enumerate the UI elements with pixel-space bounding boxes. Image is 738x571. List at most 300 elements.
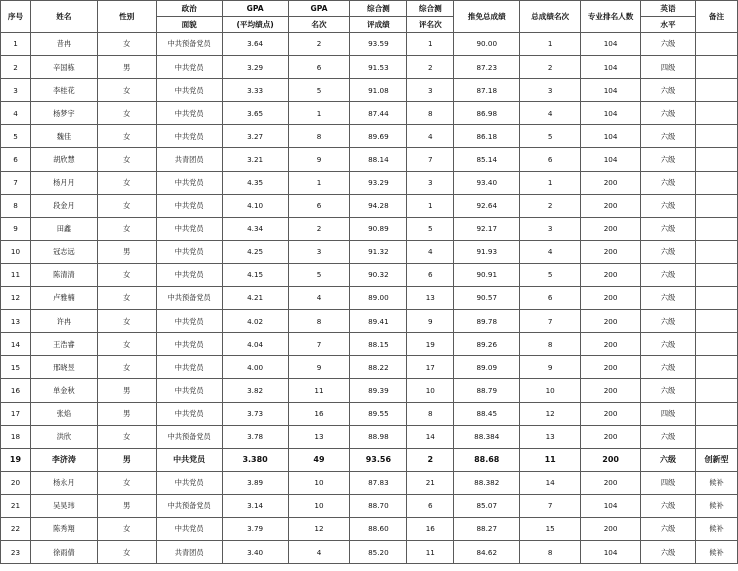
cell-political[interactable]: 中共党员 (156, 56, 222, 79)
cell-gpa-rank[interactable]: 7 (288, 333, 350, 356)
cell-name[interactable]: 昔冉 (30, 33, 97, 56)
cell-name[interactable]: 单金秋 (30, 379, 97, 402)
cell-total[interactable]: 85.07 (454, 494, 520, 517)
cell-total[interactable]: 92.64 (454, 194, 520, 217)
cell-remark[interactable] (695, 425, 737, 448)
cell-gpa[interactable]: 3.89 (222, 471, 288, 494)
cell-comp[interactable]: 89.55 (350, 402, 407, 425)
cell-name[interactable]: 王浩睿 (30, 333, 97, 356)
cell-comp-rank[interactable]: 8 (407, 102, 454, 125)
cell-total[interactable]: 84.62 (454, 541, 520, 564)
cell-comp[interactable]: 88.15 (350, 333, 407, 356)
header-gpa-top[interactable]: GPA (222, 1, 288, 17)
cell-english[interactable]: 六级 (641, 494, 696, 517)
cell-gpa[interactable]: 3.82 (222, 379, 288, 402)
cell-remark[interactable] (695, 102, 737, 125)
cell-total[interactable]: 86.18 (454, 125, 520, 148)
header-index[interactable]: 序号 (1, 1, 31, 33)
cell-gpa[interactable]: 4.25 (222, 240, 288, 263)
cell-gpa-rank[interactable]: 9 (288, 148, 350, 171)
cell-remark[interactable] (695, 263, 737, 286)
cell-name[interactable]: 许冉 (30, 310, 97, 333)
cell-index[interactable]: 12 (1, 287, 31, 310)
cell-comp[interactable]: 93.56 (350, 448, 407, 471)
cell-political[interactable]: 中共党员 (156, 356, 222, 379)
cell-count[interactable]: 200 (581, 333, 641, 356)
cell-english[interactable]: 六级 (641, 517, 696, 540)
cell-remark[interactable]: 候补 (695, 517, 737, 540)
cell-name[interactable]: 段金月 (30, 194, 97, 217)
cell-comp[interactable]: 89.00 (350, 287, 407, 310)
cell-comp[interactable]: 93.29 (350, 171, 407, 194)
cell-remark[interactable] (695, 379, 737, 402)
cell-gpa-rank[interactable]: 5 (288, 79, 350, 102)
cell-total-rank[interactable]: 6 (520, 287, 581, 310)
cell-count[interactable]: 200 (581, 356, 641, 379)
cell-gender[interactable]: 女 (97, 148, 156, 171)
cell-remark[interactable] (695, 148, 737, 171)
cell-remark[interactable] (695, 125, 737, 148)
cell-english[interactable]: 六级 (641, 194, 696, 217)
cell-comp[interactable]: 89.69 (350, 125, 407, 148)
cell-total[interactable]: 89.26 (454, 333, 520, 356)
cell-comp-rank[interactable]: 4 (407, 240, 454, 263)
cell-gpa[interactable]: 4.35 (222, 171, 288, 194)
cell-gpa[interactable]: 3.21 (222, 148, 288, 171)
cell-english[interactable]: 六级 (641, 148, 696, 171)
cell-gender[interactable]: 女 (97, 425, 156, 448)
cell-name[interactable]: 吴昊玮 (30, 494, 97, 517)
cell-gpa[interactable]: 3.79 (222, 517, 288, 540)
cell-gender[interactable]: 男 (97, 240, 156, 263)
cell-remark[interactable]: 候补 (695, 494, 737, 517)
cell-count[interactable]: 104 (581, 494, 641, 517)
cell-remark[interactable] (695, 333, 737, 356)
cell-remark[interactable] (695, 79, 737, 102)
cell-political[interactable]: 中共党员 (156, 402, 222, 425)
cell-gpa-rank[interactable]: 2 (288, 33, 350, 56)
cell-index[interactable]: 3 (1, 79, 31, 102)
cell-remark[interactable] (695, 217, 737, 240)
cell-gender[interactable]: 女 (97, 310, 156, 333)
cell-english[interactable]: 六级 (641, 171, 696, 194)
cell-comp[interactable]: 88.98 (350, 425, 407, 448)
cell-index[interactable]: 23 (1, 541, 31, 564)
cell-political[interactable]: 中共预备党员 (156, 494, 222, 517)
header-total-rank[interactable]: 总成绩名次 (520, 1, 581, 33)
cell-name[interactable]: 李济涛 (30, 448, 97, 471)
cell-english[interactable]: 六级 (641, 240, 696, 263)
cell-index[interactable]: 8 (1, 194, 31, 217)
cell-gpa-rank[interactable]: 8 (288, 125, 350, 148)
cell-total-rank[interactable]: 2 (520, 56, 581, 79)
cell-count[interactable]: 200 (581, 310, 641, 333)
cell-gpa[interactable]: 3.78 (222, 425, 288, 448)
cell-english[interactable]: 六级 (641, 79, 696, 102)
cell-total-rank[interactable]: 8 (520, 333, 581, 356)
cell-english[interactable]: 六级 (641, 541, 696, 564)
cell-total-rank[interactable]: 14 (520, 471, 581, 494)
cell-political[interactable]: 共青团员 (156, 541, 222, 564)
cell-remark[interactable] (695, 310, 737, 333)
cell-total-rank[interactable]: 4 (520, 240, 581, 263)
cell-english[interactable]: 六级 (641, 287, 696, 310)
header-major-count[interactable]: 专业排名人数 (581, 1, 641, 33)
cell-comp[interactable]: 91.32 (350, 240, 407, 263)
cell-comp[interactable]: 89.39 (350, 379, 407, 402)
cell-remark[interactable] (695, 33, 737, 56)
cell-total[interactable]: 93.40 (454, 171, 520, 194)
header-gender[interactable]: 性别 (97, 1, 156, 33)
cell-gpa[interactable]: 4.04 (222, 333, 288, 356)
cell-name[interactable]: 李桂花 (30, 79, 97, 102)
cell-total[interactable]: 92.17 (454, 217, 520, 240)
header-remark[interactable]: 备注 (695, 1, 737, 33)
cell-index[interactable]: 2 (1, 56, 31, 79)
cell-total-rank[interactable]: 9 (520, 356, 581, 379)
cell-gpa-rank[interactable]: 13 (288, 425, 350, 448)
cell-english[interactable]: 六级 (641, 102, 696, 125)
cell-total[interactable]: 88.45 (454, 402, 520, 425)
cell-total-rank[interactable]: 15 (520, 517, 581, 540)
cell-index[interactable]: 17 (1, 402, 31, 425)
cell-total-rank[interactable]: 3 (520, 217, 581, 240)
cell-count[interactable]: 200 (581, 517, 641, 540)
cell-name[interactable]: 陈秀翔 (30, 517, 97, 540)
cell-english[interactable]: 六级 (641, 379, 696, 402)
cell-gender[interactable]: 女 (97, 263, 156, 286)
cell-comp-rank[interactable]: 8 (407, 402, 454, 425)
cell-comp[interactable]: 88.70 (350, 494, 407, 517)
cell-comp-rank[interactable]: 17 (407, 356, 454, 379)
cell-total[interactable]: 88.27 (454, 517, 520, 540)
cell-political[interactable]: 中共党员 (156, 194, 222, 217)
cell-gpa[interactable]: 3.40 (222, 541, 288, 564)
cell-comp[interactable]: 85.20 (350, 541, 407, 564)
cell-gpa[interactable]: 4.34 (222, 217, 288, 240)
cell-name[interactable]: 洪欣 (30, 425, 97, 448)
cell-index[interactable]: 18 (1, 425, 31, 448)
cell-index[interactable]: 9 (1, 217, 31, 240)
cell-english[interactable]: 四级 (641, 471, 696, 494)
header-political-top[interactable]: 政治 (156, 1, 222, 17)
cell-political[interactable]: 中共党员 (156, 517, 222, 540)
cell-name[interactable]: 魏佳 (30, 125, 97, 148)
cell-comp[interactable]: 91.53 (350, 56, 407, 79)
cell-gender[interactable]: 女 (97, 287, 156, 310)
cell-comp[interactable]: 90.32 (350, 263, 407, 286)
cell-total[interactable]: 86.98 (454, 102, 520, 125)
cell-gpa[interactable]: 3.380 (222, 448, 288, 471)
cell-gender[interactable]: 女 (97, 356, 156, 379)
cell-gpa[interactable]: 3.27 (222, 125, 288, 148)
cell-index[interactable]: 13 (1, 310, 31, 333)
cell-remark[interactable] (695, 171, 737, 194)
cell-name[interactable]: 邢晓昱 (30, 356, 97, 379)
cell-name[interactable]: 陈清清 (30, 263, 97, 286)
cell-remark[interactable]: 创新型 (695, 448, 737, 471)
cell-comp-rank[interactable]: 3 (407, 171, 454, 194)
cell-gpa-rank[interactable]: 6 (288, 194, 350, 217)
cell-gender[interactable]: 女 (97, 517, 156, 540)
cell-gender[interactable]: 男 (97, 379, 156, 402)
cell-total-rank[interactable]: 13 (520, 425, 581, 448)
cell-count[interactable]: 104 (581, 79, 641, 102)
cell-gpa-rank[interactable]: 11 (288, 379, 350, 402)
cell-total-rank[interactable]: 2 (520, 194, 581, 217)
cell-total-rank[interactable]: 11 (520, 448, 581, 471)
cell-gpa-rank[interactable]: 10 (288, 471, 350, 494)
cell-comp-rank[interactable]: 13 (407, 287, 454, 310)
cell-political[interactable]: 中共党员 (156, 217, 222, 240)
cell-comp-rank[interactable]: 6 (407, 494, 454, 517)
cell-english[interactable]: 六级 (641, 33, 696, 56)
cell-total[interactable]: 88.68 (454, 448, 520, 471)
header-comp-rank-top[interactable]: 综合测 (407, 1, 454, 17)
header-gpa-rank-bottom[interactable]: 名次 (288, 17, 350, 33)
cell-name[interactable]: 辛国栋 (30, 56, 97, 79)
cell-gpa-rank[interactable]: 2 (288, 217, 350, 240)
cell-total[interactable]: 87.23 (454, 56, 520, 79)
cell-index[interactable]: 15 (1, 356, 31, 379)
cell-gender[interactable]: 女 (97, 79, 156, 102)
cell-gpa-rank[interactable]: 1 (288, 102, 350, 125)
cell-count[interactable]: 104 (581, 125, 641, 148)
cell-index[interactable]: 4 (1, 102, 31, 125)
cell-count[interactable]: 200 (581, 217, 641, 240)
cell-count[interactable]: 104 (581, 148, 641, 171)
cell-index[interactable]: 11 (1, 263, 31, 286)
cell-index[interactable]: 14 (1, 333, 31, 356)
header-comp-bottom[interactable]: 评成绩 (350, 17, 407, 33)
cell-total[interactable]: 89.09 (454, 356, 520, 379)
cell-political[interactable]: 中共党员 (156, 379, 222, 402)
cell-comp[interactable]: 91.08 (350, 79, 407, 102)
cell-total-rank[interactable]: 5 (520, 125, 581, 148)
cell-total-rank[interactable]: 4 (520, 102, 581, 125)
cell-gpa[interactable]: 4.21 (222, 287, 288, 310)
cell-comp-rank[interactable]: 2 (407, 56, 454, 79)
cell-gpa-rank[interactable]: 6 (288, 56, 350, 79)
cell-gpa-rank[interactable]: 49 (288, 448, 350, 471)
cell-gpa-rank[interactable]: 4 (288, 541, 350, 564)
cell-remark[interactable] (695, 240, 737, 263)
cell-remark[interactable]: 候补 (695, 541, 737, 564)
cell-english[interactable]: 六级 (641, 425, 696, 448)
cell-gender[interactable]: 男 (97, 494, 156, 517)
cell-gpa[interactable]: 4.00 (222, 356, 288, 379)
cell-name[interactable]: 杨月月 (30, 171, 97, 194)
cell-total-rank[interactable]: 7 (520, 494, 581, 517)
cell-total-rank[interactable]: 7 (520, 310, 581, 333)
cell-gpa[interactable]: 4.10 (222, 194, 288, 217)
cell-name[interactable]: 张焰 (30, 402, 97, 425)
cell-gender[interactable]: 女 (97, 102, 156, 125)
cell-total-rank[interactable]: 8 (520, 541, 581, 564)
cell-count[interactable]: 200 (581, 379, 641, 402)
cell-index[interactable]: 22 (1, 517, 31, 540)
cell-comp[interactable]: 87.44 (350, 102, 407, 125)
cell-count[interactable]: 200 (581, 171, 641, 194)
header-name[interactable]: 姓名 (30, 1, 97, 33)
cell-remark[interactable]: 候补 (695, 471, 737, 494)
cell-name[interactable]: 胡欣慧 (30, 148, 97, 171)
cell-total[interactable]: 90.57 (454, 287, 520, 310)
cell-total[interactable]: 89.78 (454, 310, 520, 333)
cell-total[interactable]: 88.79 (454, 379, 520, 402)
cell-english[interactable]: 六级 (641, 125, 696, 148)
cell-political[interactable]: 中共党员 (156, 333, 222, 356)
cell-political[interactable]: 中共党员 (156, 171, 222, 194)
cell-index[interactable]: 5 (1, 125, 31, 148)
cell-comp-rank[interactable]: 1 (407, 33, 454, 56)
cell-gender[interactable]: 男 (97, 56, 156, 79)
cell-english[interactable]: 六级 (641, 333, 696, 356)
cell-count[interactable]: 200 (581, 471, 641, 494)
cell-index[interactable]: 6 (1, 148, 31, 171)
header-english-top[interactable]: 英语 (641, 1, 696, 17)
cell-total-rank[interactable]: 1 (520, 171, 581, 194)
cell-count[interactable]: 200 (581, 287, 641, 310)
cell-comp[interactable]: 90.89 (350, 217, 407, 240)
cell-comp-rank[interactable]: 19 (407, 333, 454, 356)
cell-total-rank[interactable]: 10 (520, 379, 581, 402)
cell-gpa[interactable]: 4.15 (222, 263, 288, 286)
cell-total-rank[interactable]: 6 (520, 148, 581, 171)
cell-english[interactable]: 四级 (641, 402, 696, 425)
cell-name[interactable]: 卢雅楠 (30, 287, 97, 310)
cell-comp[interactable]: 88.14 (350, 148, 407, 171)
cell-count[interactable]: 200 (581, 425, 641, 448)
cell-total-rank[interactable]: 12 (520, 402, 581, 425)
cell-comp[interactable]: 88.22 (350, 356, 407, 379)
cell-gender[interactable]: 男 (97, 402, 156, 425)
cell-comp-rank[interactable]: 14 (407, 425, 454, 448)
cell-gpa-rank[interactable]: 1 (288, 171, 350, 194)
cell-total[interactable]: 85.14 (454, 148, 520, 171)
cell-count[interactable]: 200 (581, 402, 641, 425)
cell-political[interactable]: 中共预备党员 (156, 425, 222, 448)
cell-political[interactable]: 中共党员 (156, 102, 222, 125)
cell-index[interactable]: 16 (1, 379, 31, 402)
cell-political[interactable]: 中共党员 (156, 79, 222, 102)
cell-remark[interactable] (695, 402, 737, 425)
cell-name[interactable]: 杨梦宇 (30, 102, 97, 125)
cell-name[interactable]: 田鑫 (30, 217, 97, 240)
cell-total[interactable]: 88.384 (454, 425, 520, 448)
cell-gpa[interactable]: 3.14 (222, 494, 288, 517)
cell-total-rank[interactable]: 5 (520, 263, 581, 286)
cell-total-rank[interactable]: 1 (520, 33, 581, 56)
cell-political[interactable]: 中共预备党员 (156, 33, 222, 56)
cell-political[interactable]: 共青团员 (156, 148, 222, 171)
cell-english[interactable]: 六级 (641, 217, 696, 240)
cell-remark[interactable] (695, 356, 737, 379)
cell-gender[interactable]: 男 (97, 448, 156, 471)
cell-count[interactable]: 200 (581, 263, 641, 286)
cell-gpa[interactable]: 3.33 (222, 79, 288, 102)
cell-english[interactable]: 六级 (641, 310, 696, 333)
cell-gpa[interactable]: 3.65 (222, 102, 288, 125)
cell-political[interactable]: 中共党员 (156, 240, 222, 263)
cell-count[interactable]: 200 (581, 194, 641, 217)
cell-gpa-rank[interactable]: 4 (288, 287, 350, 310)
cell-count[interactable]: 104 (581, 33, 641, 56)
cell-english[interactable]: 六级 (641, 263, 696, 286)
cell-comp-rank[interactable]: 21 (407, 471, 454, 494)
cell-political[interactable]: 中共党员 (156, 448, 222, 471)
cell-remark[interactable] (695, 287, 737, 310)
cell-gender[interactable]: 女 (97, 125, 156, 148)
cell-index[interactable]: 21 (1, 494, 31, 517)
cell-political[interactable]: 中共党员 (156, 263, 222, 286)
cell-total[interactable]: 87.18 (454, 79, 520, 102)
header-comp-top[interactable]: 综合测 (350, 1, 407, 17)
cell-gpa-rank[interactable]: 9 (288, 356, 350, 379)
cell-gpa[interactable]: 4.02 (222, 310, 288, 333)
cell-index[interactable]: 1 (1, 33, 31, 56)
header-political-bottom[interactable]: 面貌 (156, 17, 222, 33)
cell-gender[interactable]: 女 (97, 33, 156, 56)
cell-comp-rank[interactable]: 11 (407, 541, 454, 564)
cell-name[interactable]: 冠志远 (30, 240, 97, 263)
cell-comp-rank[interactable]: 2 (407, 448, 454, 471)
cell-comp-rank[interactable]: 5 (407, 217, 454, 240)
cell-gpa[interactable]: 3.29 (222, 56, 288, 79)
cell-gpa-rank[interactable]: 8 (288, 310, 350, 333)
cell-gender[interactable]: 女 (97, 541, 156, 564)
cell-index[interactable]: 7 (1, 171, 31, 194)
cell-comp-rank[interactable]: 1 (407, 194, 454, 217)
cell-total[interactable]: 91.93 (454, 240, 520, 263)
cell-gpa-rank[interactable]: 3 (288, 240, 350, 263)
cell-political[interactable]: 中共预备党员 (156, 287, 222, 310)
cell-english[interactable]: 六级 (641, 448, 696, 471)
cell-count[interactable]: 104 (581, 56, 641, 79)
cell-gender[interactable]: 女 (97, 471, 156, 494)
cell-total[interactable]: 90.00 (454, 33, 520, 56)
cell-total[interactable]: 88.382 (454, 471, 520, 494)
cell-total[interactable]: 90.91 (454, 263, 520, 286)
cell-gpa-rank[interactable]: 12 (288, 517, 350, 540)
cell-political[interactable]: 中共党员 (156, 471, 222, 494)
cell-name[interactable]: 徐雨倩 (30, 541, 97, 564)
cell-political[interactable]: 中共党员 (156, 125, 222, 148)
cell-comp[interactable]: 94.28 (350, 194, 407, 217)
cell-index[interactable]: 10 (1, 240, 31, 263)
cell-count[interactable]: 200 (581, 448, 641, 471)
cell-gpa-rank[interactable]: 5 (288, 263, 350, 286)
header-comp-rank-bottom[interactable]: 评名次 (407, 17, 454, 33)
header-english-bottom[interactable]: 水平 (641, 17, 696, 33)
cell-count[interactable]: 104 (581, 541, 641, 564)
cell-gender[interactable]: 女 (97, 217, 156, 240)
cell-comp-rank[interactable]: 7 (407, 148, 454, 171)
cell-english[interactable]: 六级 (641, 356, 696, 379)
cell-index[interactable]: 19 (1, 448, 31, 471)
cell-count[interactable]: 104 (581, 102, 641, 125)
cell-comp[interactable]: 87.83 (350, 471, 407, 494)
cell-gender[interactable]: 女 (97, 333, 156, 356)
cell-index[interactable]: 20 (1, 471, 31, 494)
cell-gender[interactable]: 女 (97, 171, 156, 194)
cell-comp[interactable]: 88.60 (350, 517, 407, 540)
cell-gender[interactable]: 女 (97, 194, 156, 217)
header-gpa-bottom[interactable]: (平均绩点) (222, 17, 288, 33)
cell-comp-rank[interactable]: 16 (407, 517, 454, 540)
cell-comp[interactable]: 89.41 (350, 310, 407, 333)
cell-remark[interactable] (695, 194, 737, 217)
